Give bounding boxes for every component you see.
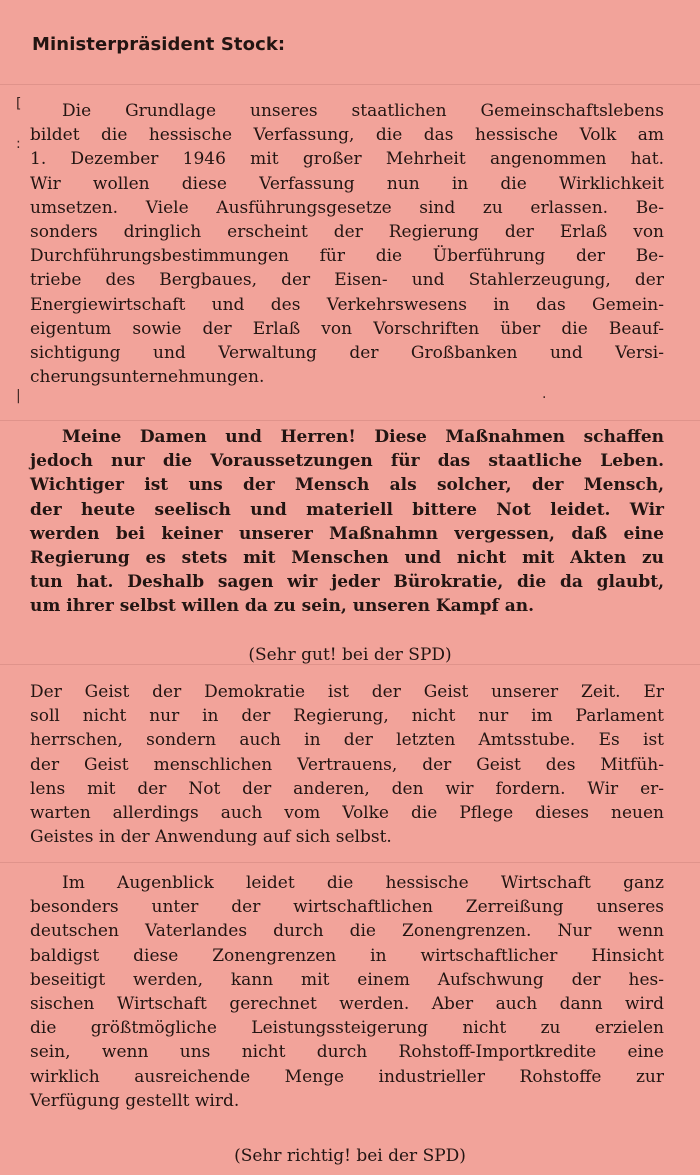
- text-line: eigentum sowie der Erlaß von Vorschriften über die Beauf-: [30, 318, 664, 339]
- text-line: der heute seelisch und materiell bittere Not leidet. Wir: [30, 499, 664, 520]
- fold-line: [0, 862, 700, 863]
- speaker-heading: Ministerpräsident Stock:: [32, 34, 286, 55]
- text-line: Im Augenblick leidet die hessische Wirtschaft ganz: [62, 873, 664, 893]
- text-line: triebe des Bergbaues, der Eisen- und Stahlerzeugung, der: [30, 270, 664, 291]
- text-line: jedoch nur die Voraussetzungen für das staatliche Leben.: [30, 451, 664, 472]
- text-line: Regierung es stets mit Menschen und nicht mit Akten zu: [30, 548, 664, 569]
- paragraph-people-first: [30, 425, 664, 619]
- text-line: Wichtiger ist uns der Mensch als solcher, der Mensch,: [30, 475, 664, 496]
- text-line: um ihrer selbst willen da zu sein, unseren Kampf an.: [30, 596, 535, 617]
- paragraph-economy: [30, 871, 664, 1113]
- text-line: soll nicht nur in der Regierung, nicht nur im Parlament: [30, 706, 664, 727]
- text-line: umsetzen. Viele Ausführungsgesetze sind zu erlassen. Be-: [30, 197, 664, 218]
- text-line: Meine Damen und Herren! Diese Maßnahmen schaffen: [62, 427, 664, 447]
- text-line: Die Grundlage unseres staatlichen Gemeinschaftslebens: [62, 101, 664, 121]
- margin-mark: [: [16, 96, 22, 112]
- text-line: 1. Dezember 1946 mit großer Mehrheit angenommen hat.: [30, 149, 664, 170]
- margin-mark: :: [16, 136, 21, 152]
- text-line: tun hat. Deshalb sagen wir jeder Bürokratie, die da glaubt,: [30, 572, 664, 593]
- text-line: besonders unter der wirtschaftlichen Zerreißung unseres: [30, 897, 664, 918]
- text-line: sonders dringlich erscheint der Regierung der Erlaß von: [30, 222, 664, 243]
- text-line: lens mit der Not der anderen, den wir fordern. Wir er-: [30, 778, 664, 799]
- text-line: wirklich ausreichende Menge industrieller Rohstoffe zur: [30, 1066, 664, 1087]
- paragraph-democracy-spirit: [30, 680, 664, 849]
- fold-line: [0, 420, 700, 421]
- margin-mark: |: [16, 388, 21, 404]
- text-line: deutschen Vaterlandes durch die Zonengrenzen. Nur wenn: [30, 921, 664, 942]
- paragraph-constitution: [30, 99, 664, 389]
- text-line: sein, wenn uns nicht durch Rohstoff-Importkredite eine: [30, 1042, 664, 1063]
- interjection-sehr-gut: (Sehr gut! bei der SPD): [248, 645, 452, 665]
- text-line: sichtigung und Verwaltung der Großbanken und Versi-: [30, 343, 664, 364]
- text-line: bildet die hessische Verfassung, die das hessische Volk am: [30, 125, 664, 146]
- text-line: beseitigt werden, kann mit einem Aufschwung der hes-: [30, 969, 664, 990]
- text-line: Wir wollen diese Verfassung nun in die Wirklichkeit: [30, 173, 664, 194]
- text-line: sischen Wirtschaft gerechnet werden. Aber auch dann wird: [30, 994, 664, 1015]
- text-line: baldigst diese Zonengrenzen in wirtschaftlicher Hinsicht: [30, 945, 664, 966]
- text-line: Durchführungsbestimmungen für die Überführung der Be-: [30, 246, 664, 267]
- margin-mark: ·: [542, 390, 547, 406]
- text-line: Energiewirtschaft und des Verkehrswesens in das Gemein-: [30, 294, 664, 315]
- text-line: Der Geist der Demokratie ist der Geist unserer Zeit. Er: [30, 682, 664, 702]
- text-line: warten allerdings auch vom Volke die Pflege dieses neuen: [30, 803, 664, 824]
- text-line: herrschen, sondern auch in der letzten Amtsstube. Es ist: [30, 730, 664, 751]
- text-line: der Geist menschlichen Vertrauens, der Geist des Mitfüh-: [30, 754, 664, 775]
- interjection-sehr-richtig: (Sehr richtig! bei der SPD): [234, 1146, 466, 1166]
- fold-line: [0, 84, 700, 85]
- text-line: werden bei keiner unserer Maßnahmn vergessen, daß eine: [30, 523, 664, 544]
- text-line: Verfügung gestellt wird.: [30, 1090, 240, 1111]
- text-line: cherungsunternehmungen.: [30, 367, 265, 388]
- text-line: die größtmögliche Leistungssteigerung nicht zu erzielen: [30, 1018, 664, 1039]
- text-line: Geistes in der Anwendung auf sich selbst.: [30, 827, 392, 848]
